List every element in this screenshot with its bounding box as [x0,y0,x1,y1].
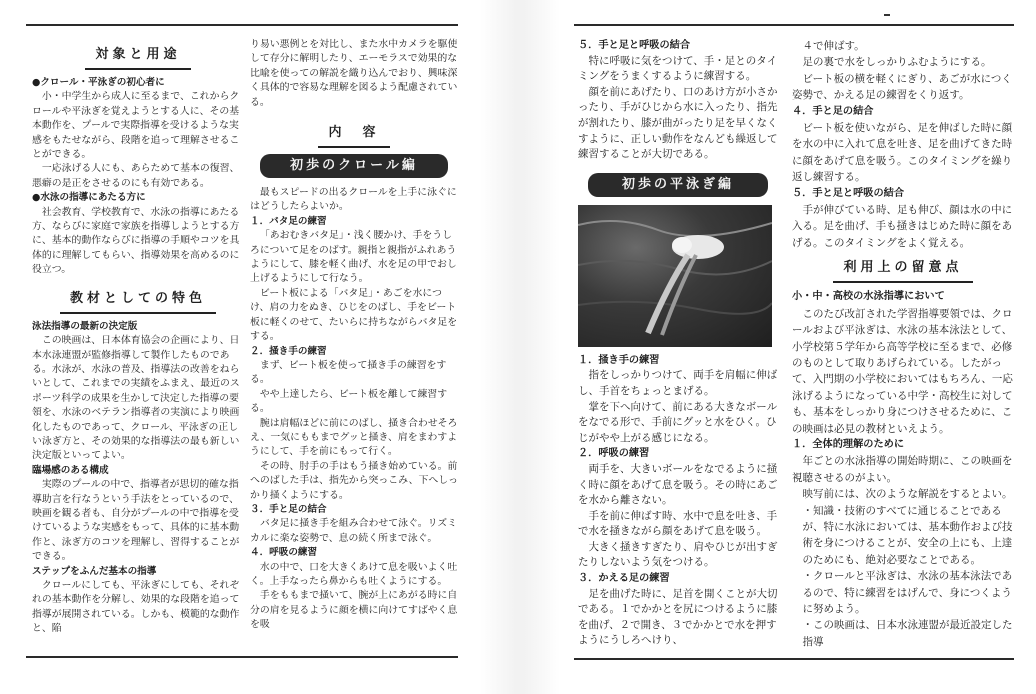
subheading: １．全体的理解のために [792,438,905,450]
left-page [0,0,480,694]
features-blocks [32,320,244,637]
subheading: １．バタ足の練習 [250,215,327,227]
top-rule-right [574,24,1014,26]
target-blocks [32,76,244,278]
paragraph: 腕は肩幅ほどに前にのばし、掻き合わせそろえ、一気にももまでグッと掻き、肩をまわすようにして、手を前にもって行く。 [250,417,458,458]
paragraph: 掌を下へ向けて、前にある大きなボールをなでる形で、手前にグッと水をひく。ひじがやや上がる感じになる。 [578,400,778,444]
right-page [560,0,1036,694]
notes-blocks [792,289,1014,650]
paragraph: ビート板による「バタ足」・あごを水につけ、肩の力をぬき、ひじをのばし、手をビート板に軽くのせて、たいらに持ちながらバタ足をする。 [250,287,458,343]
paragraph: 映写前には、次のような解説をするとよい。 [802,488,1013,501]
subheading: ステップをふんだ基本の指導 [32,565,157,577]
left-column-2 [250,38,458,633]
breaststroke-continued-blocks [792,38,1014,251]
paragraph: 足を曲げた時に、足首を開くことが大切である。１でかかとを尻につけるように膝を曲げ、２で開き、３でかかとで水を押すようにうしろへけり、 [578,587,778,647]
crawl-blocks [250,186,458,633]
section-title-notes: 利用上の留意点 [792,255,1014,283]
paragraph: ビート板の横を軽くにぎり、あごが水につく姿勢で、かえる足の練習をくり返す。 [792,72,1012,102]
right-column-1 [578,38,778,649]
left-column-1 [32,38,244,637]
paragraph: 「あおむきバタ足」・浅く腰かけ、手をうしろについて足をのばす。親指と親指がふれあうようにして、膝を軽く曲げ、水を足の甲でおし上げるようにして行なう。 [250,230,457,285]
paragraph: 小・中学生から成人に至るまで、これからクロールや平泳ぎを覚えようとする人に、その基本動作を、プールで実際指導を受けるような実感をもたせながら、段階を追って理解させることができる。 [32,91,240,161]
paragraph: 両手を、大きいボールをなでるように掻く時に顔をあげて息を吸う。その時にあごを水から離さない。 [578,462,778,507]
paragraph: ・この映画は、日本水泳連盟が最近設定した指導 [802,619,1013,648]
subheading: ●水泳の指導にあたる方に [32,192,146,204]
paragraph: 大きく掻きすぎたり、肩やひじが出すぎたりしないよう気をつける。 [578,540,778,569]
paragraph: このたび改訂された学習指導要領では、クロールおよび平泳ぎは、水泳の基本泳法として、小学校第５学年から高等学校に至るまで、必修のものとして取りあげられている。したがって、入門期の小学校においてはもちろん、一応泳げるようになっている中学・高校生に対しても、基本をしっかり身につけさせるために、この映画は必見の教材といえよう。 [792,307,1013,435]
paragraph: バタ足に掻き手を組み合わせて泳ぐ。リズミカルに楽な姿勢で、息の続く所まで泳ぐ。 [250,518,457,544]
paragraph: ビート板を使いながら、足を伸ばした時に顔を水の中に入れて息を吐き、足を曲げてきた時に顔をあげて息を吸う。このタイミングを繰り返し練習する。 [792,122,1013,184]
crawl-banner: 初歩のクロール編 [260,154,448,178]
crawl-combined-blocks [578,38,778,163]
subheading: ４．手と足の結合 [792,105,874,117]
section-title-features: 教材としての特色 [32,286,244,314]
subheading: ●クロール・平泳ぎの初心者に [32,77,165,88]
subheading: ２．呼吸の練習 [578,448,650,460]
swimmer-photo [578,205,772,347]
swimmer-photo-graphic [578,205,772,347]
subheading: 泳法指導の最新の決定版 [32,320,138,332]
subheading: ２．掻き手の練習 [250,345,327,357]
section-title-contents: 内 容 [250,120,458,148]
subheading: ３．手と足の結合 [250,503,327,515]
paragraph: 手を前に伸ばす時、水中で息を吐き、手で水を掻きながら顔をあげて息を吸う。 [578,509,778,538]
paragraph: ４で伸ばす。 [802,40,865,52]
bottom-rule-left [26,656,458,658]
paragraph: 顔を前にあげたり、口のあけ方が小さかったり、手がひじから水に入ったり、指先が割れたり、膝が曲がったり足を早くなくすように、正しい動作をなんども繰返して練習することが大切である。 [578,85,778,161]
paragraph: クロールにしても、平泳ぎにしても、それぞれの基本動作を分解し、効果的な段階を追って指導が展開されている。しかも、模範的な動作と、陥 [32,580,240,635]
paragraph: 指をしっかりつけて、両手を肩幅に伸ばし、手首をちょっとまげる。 [578,369,778,397]
paragraph: まず、ビート板を使って掻き手の練習をする。 [250,359,447,386]
breaststroke-banner: 初歩の平泳ぎ編 [588,173,768,197]
paragraph: 手をももまで掻いて、腕が上にあがる時に自分の肩を見るように顔を横に向けてすばやく息を吸 [250,590,458,631]
paragraph: ・知識・技術のすべてに通じることであるが、特に水泳においては、基本動作および技術を身につけることが、安全の上にも、上達のためにも、絶対必要なことである。 [802,504,1013,566]
paragraph: 特に呼吸に気をつけて、手・足とのタイミングをうまくするように練習する。 [578,54,778,83]
top-rule-left [26,24,458,26]
section-title-target: 対象と用途 [32,42,244,70]
right-column-2 [792,38,1014,650]
paragraph: 足の裏で水をしっかりふむようにする。 [802,56,992,69]
paragraph: その時、肘手の手はもう掻き始めている。前へのばした手は、指先から突っこみ、下へしっかり掻くようにする。 [250,460,458,501]
paragraph: ・クロールと平泳ぎは、水泳の基本泳法であるので、特に練習をはげんで、身につくように努めよう。 [802,570,1013,615]
bottom-rule-right [574,658,1014,660]
subheading: ５．手と足と呼吸の結合 [792,187,905,199]
paragraph: 手が伸びている時、足も伸び、顔は水の中に入る。足を曲げ、手も掻きはじめた時に顔をあげる。このタイミングをよく覚える。 [792,204,1013,249]
paragraph: 最もスピードの出るクロールを上手に泳ぐにはどうしたらよいか。 [250,187,457,213]
subheading: 小・中・高校の水泳指導において [792,291,945,303]
breaststroke-blocks [578,353,778,649]
subheading: ５．手と足と呼吸の結合 [578,40,691,51]
subheading: ４．呼吸の練習 [250,547,318,559]
paragraph: 一応泳げる人にも、あらためて基本の復習、悪癖の是正をさせるのにも有効である。 [32,163,240,189]
paragraph: やや上達したら、ビート板を離して練習する。 [250,388,448,415]
paragraph: 水の中で、口を大きくあけて息を吸いよく吐く。上手なったら鼻からも吐くようにする。 [250,561,458,587]
paragraph: 実際のプールの中で、指導者が思切的確な指導助言を行なうという手法をとっているので、映画を観る者も、自分がプールの中で指導を受けているような実感をもって、具体的に基本動作と、泳ぎ方のコツを理解し、習得することができる。 [32,479,240,563]
binding-gutter [480,0,560,694]
paragraph: 年ごとの水泳指導の開始時期に、この映画を視聴させるのがよい。 [792,455,1013,484]
subheading: 臨場感のある構成 [32,464,109,476]
subheading: ３．かえる足の練習 [578,573,670,585]
continued-text: り易い悪例とを対比し、また水中カメラを駆使して存分に解明したり、エーモラスで効果的な比喩を使っての解説を織り込んでおり、興味深く具体的で容易な理解を図るよう配慮されている。 [250,39,458,108]
paragraph: 社会教育、学校教育で、水泳の指導にあたる方、ならびに家庭で家族を指導しようとする方に、基本的動作ならびに指導の手順やコツを具体的に理解してもらい、指導効果を高めるのに役立つ。 [32,206,240,276]
subheading: １．掻き手の練習 [578,354,660,366]
paragraph: この映画は、日本体育協会の企画により、日本水泳連盟が監修指導して製作したものである。水泳が、水泳の普及、指導法の改善をねらいとして、これまでの実績をふまえ、最近のスポーツ科学の成果を生かして決定した指導の要領を、水泳のベテラン指導者の実演により映画化したものであって、クロール、平泳ぎの正しい泳ぎ方と、その効果的な指導法の最も新しい決定版といってよい。 [32,335,240,462]
